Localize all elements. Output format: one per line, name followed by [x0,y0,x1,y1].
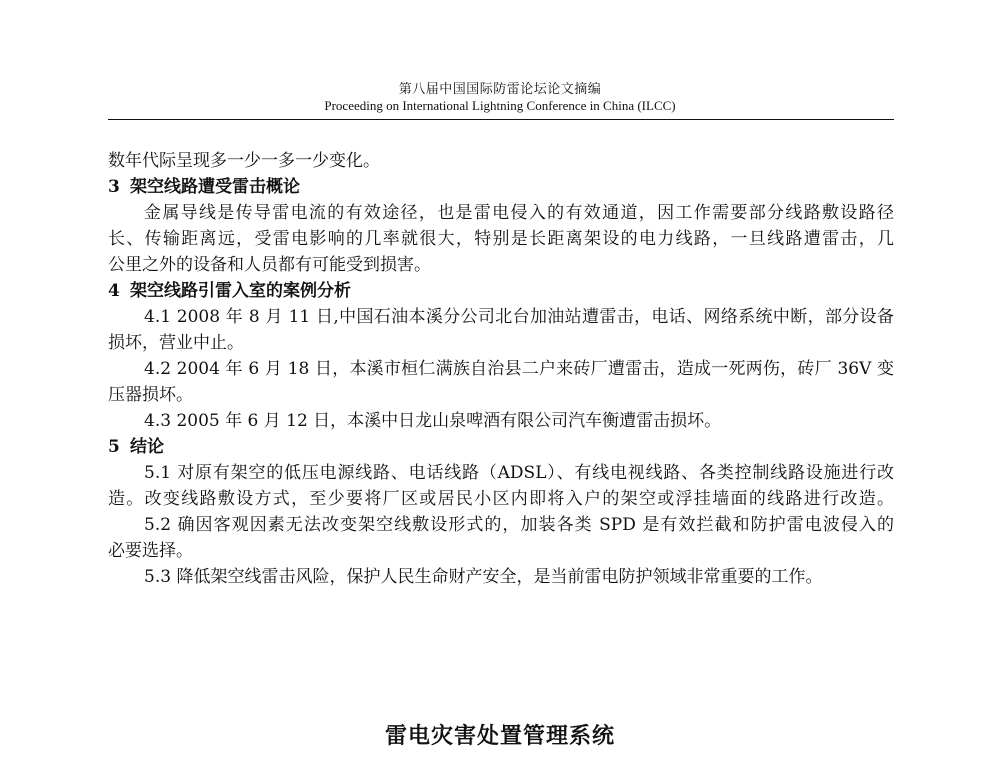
section-5-heading [108,434,894,460]
running-header [0,82,1000,114]
section-4-heading [108,278,894,304]
section-3-paragraph-line: 公里之外的设备和人员都有可能受到损害。 [108,255,431,275]
section-3-heading [108,174,894,200]
conclusion-5-1-line: 造。改变线路敷设方式，至少要将厂区或居民小区内即将入户的架空或浮挂墙面的线路进行改造。 [108,489,894,509]
section-5-title: 结论 [130,437,164,457]
section-3-paragraph-line: 长、传输距离远，受雷电影响的几率就很大，特别是长距离架设的电力线路，一旦线路遭雷击，几 [108,229,894,249]
header-title-english: Proceeding on International Lightning Conference in China (ILCC) [324,98,676,113]
case-4-1-line: 损坏，营业中止。 [108,333,244,353]
intro-line: 数年代际呈现多一少一多一少变化。 [108,151,380,171]
header-divider [108,119,894,120]
section-4-title: 架空线路引雷入室的案例分析 [130,281,351,301]
case-4-1-line: 4.1 2008 年 8 月 11 日,中国石油本溪分公司北台加油站遭雷击，电话、网络系统中断，部分设备 [144,307,894,327]
conclusion-5-1-line: 5.1 对原有架空的低压电源线路、电话线路（ADSL）、有线电视线路、各类控制线路设施进行改 [144,463,894,483]
section-3-title: 架空线路遭受雷击概论 [130,177,300,197]
conclusion-5-2-line: 必要选择。 [108,541,193,561]
section-3-number: 3 [108,177,120,197]
section-3-paragraph-line: 金属导线是传导雷电流的有效途径，也是雷电侵入的有效通道，因工作需要部分线路敷设路径 [144,203,894,223]
next-article-title: 雷电灾害处置管理系统 [384,724,615,749]
case-4-2-line: 4.2 2004 年 6 月 18 日，本溪市桓仁满族自治县二户来砖厂遭雷击，造成一死两伤，砖厂 36V 变 [144,359,894,379]
paper-body [108,148,894,590]
case-4-2-line: 压器损坏。 [108,385,193,405]
conclusion-5-2-line: 5.2 确因客观因素无法改变架空线敷设形式的，加装各类 SPD 是有效拦截和防护雷电波侵入的 [144,515,894,535]
conclusion-5-3-line: 5.3 降低架空线雷击风险，保护人民生命财产安全，是当前雷电防护领域非常重要的工作。 [144,567,823,587]
header-title-chinese: 第八届中国国际防雷论坛论文摘编 [398,82,602,97]
section-5-number: 5 [108,437,120,457]
section-4-number: 4 [108,281,120,301]
case-4-3-line: 4.3 2005 年 6 月 12 日，本溪中日龙山泉啤酒有限公司汽车衡遭雷击损坏。 [144,411,722,431]
